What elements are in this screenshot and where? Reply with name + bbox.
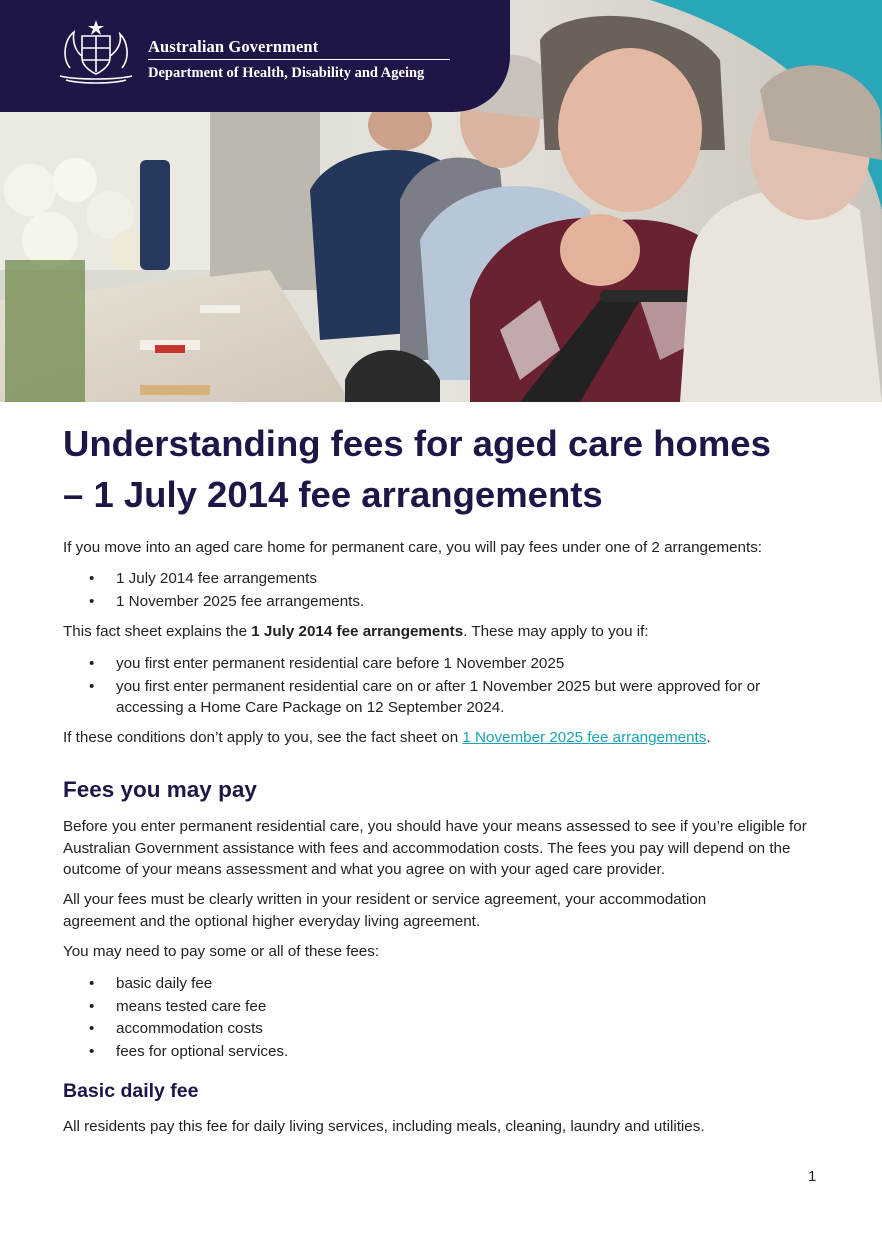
- department-name: Department of Health, Disability and Ageing: [148, 65, 425, 81]
- bullet-icon: •: [89, 997, 95, 1015]
- list-item: • you first enter permanent residential care on or after 1 November 2025 but were approved for or accessing a Home Care Package on 12 September 2024.: [89, 677, 761, 717]
- bullet-icon: •: [89, 975, 95, 992]
- november-2025-arrangements-link[interactable]: 1 November 2025 fee arrangements: [462, 729, 707, 746]
- bullet-icon: •: [89, 1043, 95, 1061]
- bullet-icon: •: [89, 677, 95, 695]
- list-item: • basic daily fee: [63, 973, 288, 995]
- agreements-paragraph: All your fees must be clearly written in your resident or service agreement, your accommodation agreement and the optional higher everyday living agreement.: [63, 891, 707, 930]
- arrangement-emphasis: 1 July 2014 fee arrangements: [251, 623, 464, 640]
- arrangements-list: [63, 568, 364, 613]
- list-item: • you first enter permanent residential care before 1 November 2025: [63, 653, 823, 675]
- fees-intro-paragraph: You may need to pay some or all of these fees:: [63, 943, 380, 960]
- bullet-icon: •: [89, 655, 95, 672]
- intro-paragraph: If you move into an aged care home for permanent care, you will pay fees under one of 2 arrangements:: [63, 539, 763, 556]
- bullet-icon: •: [89, 1020, 95, 1038]
- page-number: 1: [808, 1168, 817, 1185]
- hero-banner: [0, 0, 882, 402]
- list-item: • 1 July 2014 fee arrangements: [63, 568, 364, 590]
- fees-list: [63, 973, 288, 1064]
- list-item: • accommodation costs: [63, 1018, 288, 1040]
- list-item: • fees for optional services.: [63, 1041, 288, 1063]
- list-item: • means tested care fee: [63, 996, 288, 1018]
- bullet-icon: •: [89, 592, 95, 610]
- page-title: [63, 418, 843, 520]
- government-name: Australian Government: [148, 37, 319, 56]
- means-assessment-paragraph: Before you enter permanent residential care, you should have your means assessed to see if you’re eligible for Australian Government assistance with fees and accommodation costs. The fees you pay will depend on the outcome of your means assessment and what you agree on with your aged care provider.: [63, 818, 807, 878]
- fees-section-heading: Fees you may pay: [63, 777, 257, 802]
- see-other-factsheet-paragraph: If these conditions don’t apply to you, see the fact sheet on 1 November 2025 fee arrangements.: [63, 729, 711, 746]
- header-divider: [148, 59, 450, 60]
- bullet-icon: •: [89, 570, 95, 587]
- list-item: • 1 November 2025 fee arrangements.: [63, 591, 364, 613]
- title-line-1: Understanding fees for aged care homes: [63, 423, 771, 464]
- conditions-list: [63, 653, 823, 720]
- coat-of-arms-icon: [52, 18, 140, 84]
- explains-paragraph: This fact sheet explains the 1 July 2014 fee arrangements. These may apply to you if:: [63, 623, 649, 640]
- basic-daily-fee-paragraph: All residents pay this fee for daily living services, including meals, cleaning, laundry and utilities.: [63, 1118, 705, 1135]
- title-line-2: – 1 July 2014 fee arrangements: [63, 474, 603, 515]
- basic-daily-fee-heading: Basic daily fee: [63, 1080, 199, 1102]
